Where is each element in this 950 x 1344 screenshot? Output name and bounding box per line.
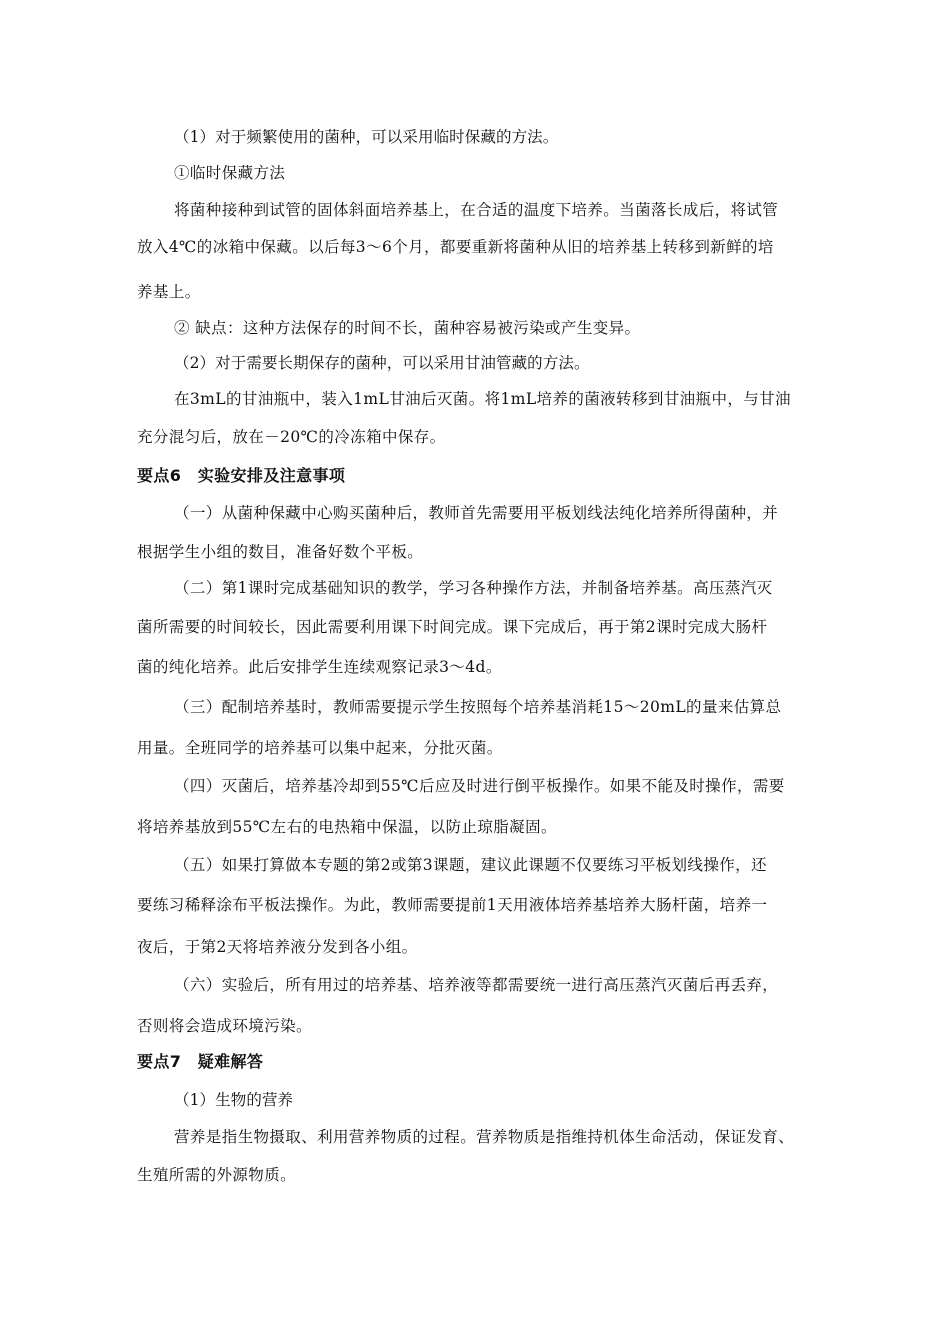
paragraph-glycerol-storage-intro: （2）对于需要长期保存的菌种，可以采用甘油管藏的方法。 [174, 354, 590, 372]
paragraph-line: 根据学生小组的数目，准备好数个平板。 [137, 543, 424, 561]
paragraph-line: 夜后，于第2天将培养液分发到各小组。 [137, 938, 418, 956]
paragraph-line: 用量。全班同学的培养基可以集中起来，分批灭菌。 [137, 739, 503, 757]
paragraph-line: 菌的纯化培养。此后安排学生连续观察记录3～4d。 [137, 658, 502, 676]
paragraph-line: 营养是指生物摄取、利用营养物质的过程。营养物质是指维持机体生命活动，保证发育、 [174, 1128, 795, 1146]
paragraph-line: 菌所需要的时间较长，因此需要利用课下时间完成。课下完成后，再于第2课时完成大肠杆 [137, 618, 768, 636]
paragraph-line: 养基上。 [137, 283, 201, 301]
paragraph-line: 将菌种接种到试管的固体斜面培养基上，在合适的温度下培养。当菌落长成后，将试管 [174, 201, 779, 219]
paragraph-disadvantage: ② 缺点：这种方法保存的时间不长，菌种容易被污染或产生变异。 [174, 319, 641, 337]
paragraph-line: 将培养基放到55℃左右的电热箱中保温，以防止琼脂凝固。 [137, 818, 557, 836]
section-heading-6: 要点6 实验安排及注意事项 [137, 466, 346, 485]
paragraph-line: 生殖所需的外源物质。 [137, 1166, 297, 1184]
paragraph-line: 要练习稀释涂布平板法操作。为此，教师需要提前1天用液体培养基培养大肠杆菌，培养一 [137, 896, 768, 914]
paragraph-line: （三）配制培养基时，教师需要提示学生按照每个培养基消耗15～20mL的量来估算总 [174, 698, 782, 716]
paragraph-temporary-storage-intro: （1）对于频繁使用的菌种，可以采用临时保藏的方法。 [174, 128, 559, 146]
paragraph-line: 放入4℃的冰箱中保藏。以后每3～6个月，都要重新将菌种从旧的培养基上转移到新鲜的培 [137, 238, 774, 256]
paragraph-nutrition-intro: （1）生物的营养 [174, 1091, 294, 1109]
paragraph-line: （一）从菌种保藏中心购买菌种后，教师首先需要用平板划线法纯化培养所得菌种，并 [174, 504, 779, 522]
section-heading-7: 要点7 疑难解答 [137, 1052, 264, 1071]
paragraph-line: （五）如果打算做本专题的第2或第3课题，建议此课题不仅要练习平板划线操作，还 [174, 856, 767, 874]
paragraph-line: 充分混匀后，放在－20℃的冷冻箱中保存。 [137, 428, 446, 446]
subheading-temporary-storage-method: ①临时保藏方法 [174, 164, 286, 182]
paragraph-line: 在3mL的甘油瓶中，装入1mL甘油后灭菌。将1mL培养的菌液转移到甘油瓶中，与甘油 [174, 390, 791, 408]
paragraph-line: （四）灭菌后，培养基冷却到55℃后应及时进行倒平板操作。如果不能及时操作，需要 [174, 777, 785, 795]
paragraph-line: 否则将会造成环境污染。 [137, 1017, 312, 1035]
paragraph-line: （六）实验后，所有用过的培养基、培养液等都需要统一进行高压蒸汽灭菌后再丢弃， [174, 976, 779, 994]
paragraph-line: （二）第1课时完成基础知识的教学，学习各种操作方法，并制备培养基。高压蒸汽灭 [174, 579, 773, 597]
